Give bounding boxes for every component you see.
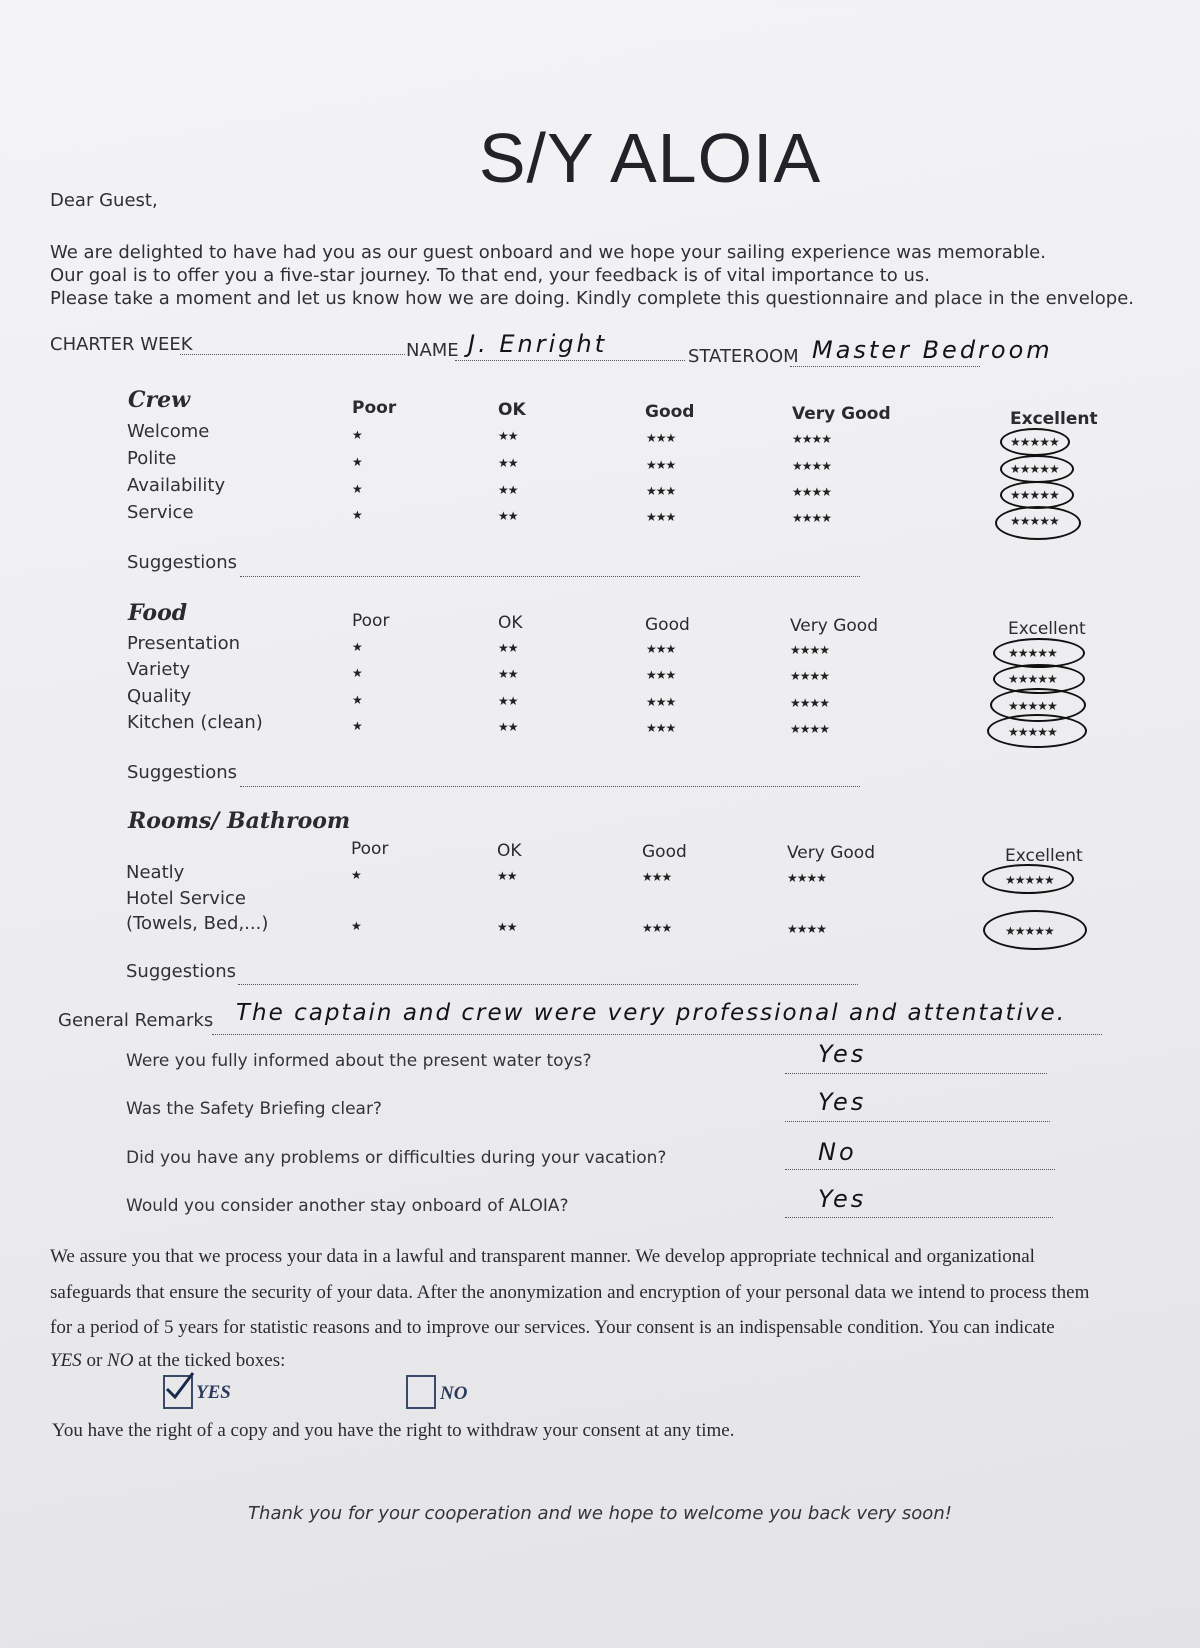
food-row-label: Variety (127, 659, 191, 680)
food-row-label: Presentation (127, 633, 241, 654)
food-header-excellent: Excellent (1008, 619, 1086, 639)
question-text: Did you have any problems or difficulties during your vacation? (126, 1148, 667, 1168)
selection-circle (987, 714, 1087, 748)
charter-week-label: CHARTER WEEK (50, 334, 193, 355)
rating-3-star[interactable]: ★★★ (646, 721, 676, 735)
answer-line[interactable] (785, 1073, 1047, 1074)
rating-4-star[interactable]: ★★★★ (792, 459, 832, 473)
rating-4-star[interactable]: ★★★★ (792, 511, 832, 525)
general-remarks-line[interactable] (212, 1034, 1102, 1035)
food-row-label: Quality (127, 686, 192, 707)
crew-header-very-good: Very Good (792, 404, 891, 424)
rating-3-star[interactable]: ★★★ (646, 484, 676, 498)
rating-5-star[interactable]: ★★★★★ (1005, 924, 1054, 938)
section-title-food: Food (128, 600, 188, 626)
rating-5-star[interactable]: ★★★★★ (1008, 672, 1057, 686)
rating-3-star[interactable]: ★★★ (646, 431, 676, 445)
rating-1-star[interactable]: ★ (352, 428, 362, 442)
rooms-header-ok: OK (497, 841, 522, 861)
food-suggestions-label: Suggestions (127, 762, 237, 783)
food-suggestions-field[interactable] (240, 786, 860, 787)
consent-no-label: NO (440, 1383, 468, 1404)
rating-3-star[interactable]: ★★★ (642, 921, 672, 935)
answer-value: Yes (818, 1185, 867, 1213)
privacy-yes-inline: YES (50, 1350, 82, 1371)
answer-value: No (818, 1138, 857, 1166)
selection-circle (1000, 428, 1070, 456)
rating-4-star[interactable]: ★★★★ (790, 669, 830, 683)
rating-1-star[interactable]: ★ (352, 640, 362, 654)
answer-line[interactable] (785, 1121, 1050, 1122)
rating-2-star[interactable]: ★★ (498, 641, 518, 655)
stateroom-label: STATEROOM (688, 346, 799, 367)
privacy-line-1: We assure you that we process your data in a lawful and transparent manner. We develop appropriate technical and organizational (50, 1246, 1035, 1267)
crew-suggestions-field[interactable] (240, 576, 860, 577)
crew-header-good: Good (645, 402, 695, 422)
rating-3-star[interactable]: ★★★ (646, 510, 676, 524)
food-header-good: Good (645, 615, 690, 635)
rating-5-star[interactable]: ★★★★★ (1010, 435, 1059, 449)
crew-header-ok: OK (498, 400, 526, 420)
rating-4-star[interactable]: ★★★★ (790, 643, 830, 657)
rating-1-star[interactable]: ★ (351, 868, 361, 882)
rating-4-star[interactable]: ★★★★ (792, 485, 832, 499)
privacy-no-inline: NO (107, 1350, 134, 1371)
privacy-line-2: safeguards that ensure the security of your data. After the anonymization and encryption of your personal data we intend to process them (50, 1282, 1090, 1303)
rating-2-star[interactable]: ★★ (498, 483, 518, 497)
consent-yes-checkbox[interactable] (163, 1375, 193, 1409)
consent-yes-label: YES (196, 1382, 231, 1403)
rooms-header-very-good: Very Good (787, 843, 875, 863)
question-text: Was the Safety Briefing clear? (126, 1099, 382, 1119)
rooms-suggestions-field[interactable] (238, 984, 858, 985)
food-header-ok: OK (498, 613, 523, 633)
rating-4-star[interactable]: ★★★★ (790, 696, 830, 710)
crew-row-label: Polite (127, 448, 177, 469)
stateroom-field-line[interactable] (790, 366, 980, 367)
name-field-value: J. Enright (468, 330, 608, 358)
rooms-row-label: (Towels, Bed,...) (126, 913, 269, 934)
rooms-header-good: Good (642, 842, 687, 862)
rating-5-star[interactable]: ★★★★★ (1010, 488, 1059, 502)
crew-suggestions-label: Suggestions (127, 552, 237, 573)
answer-line[interactable] (785, 1217, 1053, 1218)
rating-3-star[interactable]: ★★★ (646, 695, 676, 709)
privacy-line-4-rest: at the ticked boxes: (133, 1350, 286, 1371)
rating-4-star[interactable]: ★★★★ (787, 871, 827, 885)
selection-circle (982, 864, 1074, 894)
rating-3-star[interactable]: ★★★ (642, 870, 672, 884)
crew-header-poor: Poor (352, 398, 397, 418)
crew-header-excellent: Excellent (1010, 409, 1098, 429)
privacy-rights: You have the right of a copy and you have the right to withdraw your consent at any time. (52, 1420, 735, 1441)
question-text: Were you fully informed about the present water toys? (126, 1051, 592, 1071)
question-text: Would you consider another stay onboard of ALOIA? (126, 1196, 569, 1216)
general-remarks-label: General Remarks (58, 1010, 214, 1031)
rating-5-star[interactable]: ★★★★★ (1008, 725, 1057, 739)
rating-3-star[interactable]: ★★★ (646, 642, 676, 656)
privacy-or-inline: or (81, 1350, 108, 1371)
intro-line-3: Please take a moment and let us know how we are doing. Kindly complete this questionnaire and place in the envelope. (50, 288, 1135, 309)
rating-3-star[interactable]: ★★★ (646, 668, 676, 682)
document-title: S/Y ALOIA (478, 119, 822, 197)
rating-5-star[interactable]: ★★★★★ (1008, 646, 1057, 660)
crew-row-label: Availability (127, 475, 226, 496)
food-header-poor: Poor (352, 611, 390, 631)
rooms-row-label: Neatly (126, 862, 185, 883)
rating-5-star[interactable]: ★★★★★ (1005, 873, 1054, 887)
selection-circle (1000, 455, 1074, 483)
selection-circle (1000, 481, 1074, 509)
answer-line[interactable] (785, 1169, 1055, 1170)
rating-2-star[interactable]: ★★ (497, 869, 517, 883)
rating-5-star[interactable]: ★★★★★ (1008, 699, 1057, 713)
crew-row-label: Service (127, 502, 194, 523)
rating-1-star[interactable]: ★ (352, 719, 362, 733)
section-title-crew: Crew (128, 387, 191, 413)
rooms-row-label: Hotel Service (126, 888, 246, 909)
privacy-line-3: for a period of 5 years for statistic reasons and to improve our services. Your consent is an indispensable condition. You can indicate (50, 1317, 1055, 1338)
rooms-header-excellent: Excellent (1005, 846, 1083, 866)
rating-1-star[interactable]: ★ (352, 482, 362, 496)
intro-line-2: Our goal is to offer you a five-star journey. To that end, your feedback is of vital importance to us. (50, 265, 931, 286)
name-field-line[interactable] (455, 360, 685, 361)
rating-1-star[interactable]: ★ (352, 693, 362, 707)
rating-1-star[interactable]: ★ (352, 455, 362, 469)
rating-1-star[interactable]: ★ (351, 919, 361, 933)
rating-2-star[interactable]: ★★ (498, 694, 518, 708)
charter-week-field[interactable] (180, 354, 405, 355)
rating-1-star[interactable]: ★ (352, 666, 362, 680)
rating-2-star[interactable]: ★★ (498, 456, 518, 470)
selection-circle (983, 910, 1087, 950)
stateroom-field-value: Master Bedroom (812, 336, 1053, 364)
closing-message: Thank you for your cooperation and we hope to welcome you back very soon! (248, 1503, 952, 1524)
rating-1-star[interactable]: ★ (352, 508, 362, 522)
general-remarks-value: The captain and crew were very professional and attentative. (236, 1000, 1067, 1026)
rooms-suggestions-label: Suggestions (126, 961, 236, 982)
rating-4-star[interactable]: ★★★★ (792, 432, 832, 446)
rating-2-star[interactable]: ★★ (498, 429, 518, 443)
greeting: Dear Guest, (50, 190, 158, 211)
section-title-rooms: Rooms/ Bathroom (128, 808, 351, 834)
rating-2-star[interactable]: ★★ (498, 667, 518, 681)
food-row-label: Kitchen (clean) (127, 712, 263, 733)
name-label: NAME (406, 340, 459, 361)
consent-no-checkbox[interactable] (406, 1375, 436, 1409)
rating-2-star[interactable]: ★★ (497, 920, 517, 934)
selection-circle (995, 506, 1081, 540)
rating-5-star[interactable]: ★★★★★ (1010, 514, 1059, 528)
answer-value: Yes (818, 1088, 867, 1116)
rating-2-star[interactable]: ★★ (498, 509, 518, 523)
rating-2-star[interactable]: ★★ (498, 720, 518, 734)
food-header-very-good: Very Good (790, 616, 878, 636)
intro-line-1: We are delighted to have had you as our guest onboard and we hope your sailing experience was memorable. (50, 242, 1046, 263)
crew-row-label: Welcome (127, 421, 210, 442)
rating-4-star[interactable]: ★★★★ (787, 922, 827, 936)
answer-value: Yes (818, 1040, 867, 1068)
rating-5-star[interactable]: ★★★★★ (1010, 462, 1059, 476)
rating-3-star[interactable]: ★★★ (646, 458, 676, 472)
rooms-header-poor: Poor (351, 839, 389, 859)
check-mark-icon (163, 1369, 197, 1403)
rating-4-star[interactable]: ★★★★ (790, 722, 830, 736)
